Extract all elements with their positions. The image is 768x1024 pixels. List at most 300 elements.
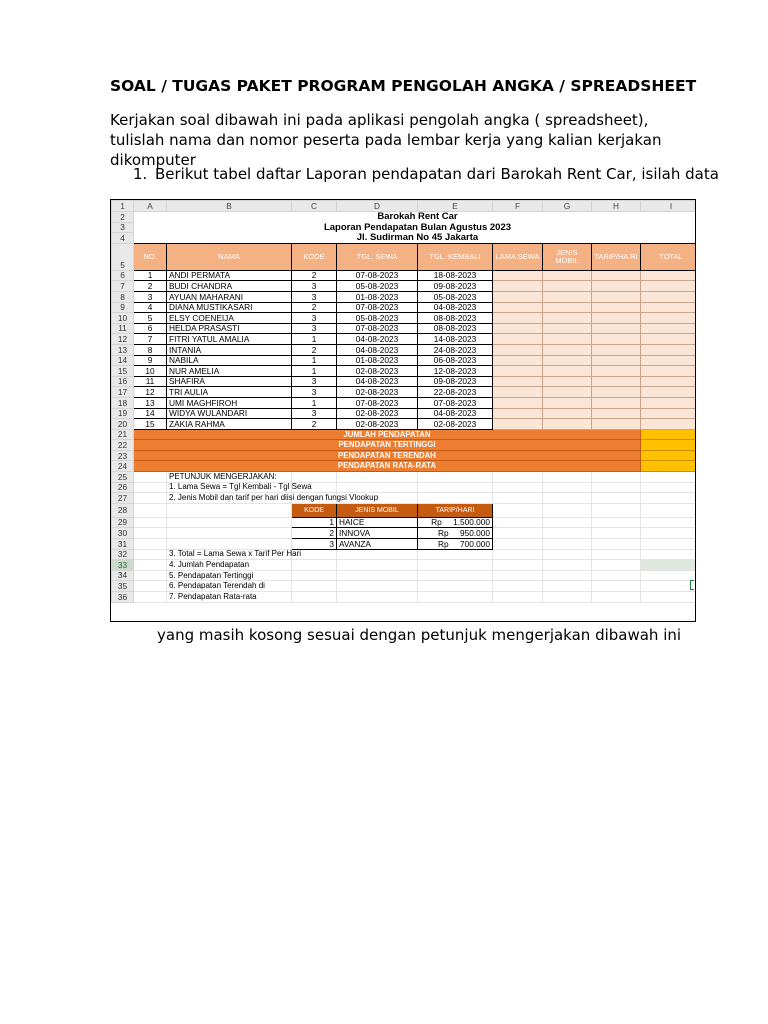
lookup-kode: 3 <box>292 539 337 550</box>
cell-no: 11 <box>134 376 167 387</box>
header-no: NO. <box>134 243 167 270</box>
cell-tgl-sewa: 07-08-2023 <box>337 302 418 313</box>
lookup-tarif <box>418 539 493 550</box>
blank-cell <box>134 581 167 592</box>
blank-cell <box>543 581 592 592</box>
blank-cell <box>418 493 493 504</box>
blank-cell <box>641 482 697 493</box>
header-lama-sewa: LAMA SEWA <box>493 243 543 270</box>
blank-cell <box>134 482 167 493</box>
sheet-row <box>112 212 697 223</box>
blank-cell <box>134 570 167 581</box>
lookup-kode: 1 <box>292 517 337 528</box>
row-number: 12 <box>112 334 134 345</box>
cell-tarif <box>592 419 641 430</box>
blank-cell <box>134 592 167 603</box>
row-number: 19 <box>112 408 134 419</box>
cell-jenis-mobil <box>543 376 592 387</box>
cell-no: 15 <box>134 419 167 430</box>
selected-cell-marker <box>690 580 694 590</box>
blank-cell <box>292 472 337 483</box>
row-number: 34 <box>112 570 134 581</box>
cell-tgl-sewa: 02-08-2023 <box>337 419 418 430</box>
table-row <box>112 302 697 313</box>
row-number: 17 <box>112 387 134 398</box>
summary-label: PENDAPATAN RATA-RATA <box>134 461 641 472</box>
cell-nama: ZAKIA RAHMA <box>167 419 292 430</box>
instruction-text: 4. Jumlah Pendapatan <box>167 560 292 571</box>
cell-kode: 2 <box>292 270 337 281</box>
table-header-row <box>112 243 697 270</box>
cell-no: 14 <box>134 408 167 419</box>
blank-cell <box>493 592 543 603</box>
blank-cell <box>134 472 167 483</box>
cell-tgl-sewa: 04-08-2023 <box>337 334 418 345</box>
blank-cell <box>543 503 592 517</box>
blank-cell <box>418 592 493 603</box>
table-row <box>112 313 697 324</box>
question-item <box>133 165 719 183</box>
lookup-tarif-value: 950.000 <box>460 528 490 539</box>
table-row <box>112 291 697 302</box>
cell-kode: 1 <box>292 355 337 366</box>
row-number: 10 <box>112 313 134 324</box>
cell-total <box>641 397 697 408</box>
row-number: 31 <box>112 539 134 550</box>
lookup-header-row <box>112 503 697 517</box>
row-number: 9 <box>112 302 134 313</box>
cell-total <box>641 323 697 334</box>
cell-no: 1 <box>134 270 167 281</box>
row-number: 14 <box>112 355 134 366</box>
cell-jenis-mobil <box>543 302 592 313</box>
column-letter: E <box>418 201 493 212</box>
blank-cell <box>292 560 337 571</box>
header-tarif: TARIP/HA RI <box>592 243 641 270</box>
header-kode: KODE <box>292 243 337 270</box>
cell-tgl-kembali: 14-08-2023 <box>418 334 493 345</box>
instruction-text: 3. Total = Lama Sewa x Tarif Per Hari <box>167 549 292 560</box>
row-number: 15 <box>112 366 134 377</box>
blank-cell <box>337 592 418 603</box>
cell-total <box>641 376 697 387</box>
header-tgl-sewa: TGL. SEWA <box>337 243 418 270</box>
cell-no: 9 <box>134 355 167 366</box>
cell-tarif <box>592 270 641 281</box>
table-row <box>112 366 697 377</box>
cell-no: 6 <box>134 323 167 334</box>
lookup-tarif <box>418 517 493 528</box>
row-number: 3 <box>112 222 134 233</box>
row-number: 6 <box>112 270 134 281</box>
cell-tgl-kembali: 05-08-2023 <box>418 291 493 302</box>
blank-cell <box>592 549 641 560</box>
cell-tarif <box>592 344 641 355</box>
cell-tgl-kembali: 08-08-2023 <box>418 313 493 324</box>
cell-tgl-sewa: 07-08-2023 <box>337 397 418 408</box>
cell-nama: BUDI CHANDRA <box>167 281 292 292</box>
cell-tgl-kembali: 02-08-2023 <box>418 419 493 430</box>
cell-jenis-mobil <box>543 355 592 366</box>
blank-cell <box>292 592 337 603</box>
cell-nama: TRI AULIA <box>167 387 292 398</box>
blank-cell <box>543 560 592 571</box>
cell-tgl-kembali: 12-08-2023 <box>418 366 493 377</box>
row-number: 13 <box>112 344 134 355</box>
cell-lama-sewa <box>493 270 543 281</box>
row-number: 4 <box>112 233 134 244</box>
cell-nama: INTANIA <box>167 344 292 355</box>
cell-tarif <box>592 376 641 387</box>
sheet-row <box>112 222 697 233</box>
cell-kode: 1 <box>292 366 337 377</box>
cell-tgl-kembali: 24-08-2023 <box>418 344 493 355</box>
table-row <box>112 387 697 398</box>
cell-lama-sewa <box>493 323 543 334</box>
cell-total <box>641 302 697 313</box>
cell-jenis-mobil <box>543 387 592 398</box>
table-row <box>112 419 697 430</box>
row-number: 21 <box>112 429 134 440</box>
cell-nama: AYUAN MAHARANI <box>167 291 292 302</box>
lookup-header-kode: KODE <box>292 503 337 517</box>
question-text: Berikut tabel daftar Laporan pendapatan dari Barokah Rent Car, isilah data <box>155 165 719 183</box>
cell-no: 8 <box>134 344 167 355</box>
cell-total <box>641 334 697 345</box>
table-row <box>112 323 697 334</box>
row-number: 2 <box>112 212 134 223</box>
cell-kode: 1 <box>292 334 337 345</box>
cell-tarif <box>592 355 641 366</box>
blank-cell <box>543 528 592 539</box>
cell-no: 2 <box>134 281 167 292</box>
cell-jenis-mobil <box>543 397 592 408</box>
blank-cell <box>493 581 543 592</box>
instruction-text: 2. Jenis Mobil dan tarif per hari diisi dengan fungsi Vlookup <box>167 493 292 504</box>
table-row <box>112 334 697 345</box>
blank-cell <box>493 503 543 517</box>
summary-row <box>112 461 697 472</box>
cell-total <box>641 291 697 302</box>
cell-kode: 3 <box>292 323 337 334</box>
blank-cell <box>543 592 592 603</box>
cell-lama-sewa <box>493 313 543 324</box>
cell-tgl-kembali: 06-08-2023 <box>418 355 493 366</box>
lookup-tarif-value: 1.500.000 <box>453 517 490 528</box>
row-number: 11 <box>112 323 134 334</box>
blank-cell <box>641 539 697 550</box>
summary-value-cell <box>641 450 697 461</box>
lookup-row <box>112 517 697 528</box>
blank-cell <box>337 570 418 581</box>
cell-jenis-mobil <box>543 313 592 324</box>
blank-cell <box>592 592 641 603</box>
row-number: 1 <box>112 201 134 212</box>
cell-jenis-mobil <box>543 408 592 419</box>
cell-kode: 1 <box>292 397 337 408</box>
cell-nama: DIANA MUSTIKASARI <box>167 302 292 313</box>
blank-cell <box>337 472 418 483</box>
currency-label: Rp <box>431 517 442 528</box>
cell-lama-sewa <box>493 387 543 398</box>
cell-kode: 2 <box>292 302 337 313</box>
cell-jenis-mobil <box>543 291 592 302</box>
cell-lama-sewa <box>493 281 543 292</box>
cell-tgl-sewa: 07-08-2023 <box>337 270 418 281</box>
column-letter: A <box>134 201 167 212</box>
cell-lama-sewa <box>493 408 543 419</box>
blank-cell <box>292 570 337 581</box>
instruction-row <box>112 482 697 493</box>
table-row <box>112 270 697 281</box>
blank-cell <box>134 517 167 528</box>
company-name: Barokah Rent Car <box>134 212 697 223</box>
row-number: 18 <box>112 397 134 408</box>
summary-row <box>112 429 697 440</box>
blank-cell <box>543 549 592 560</box>
instruction-row <box>112 570 697 581</box>
row-number: 29 <box>112 517 134 528</box>
instruction-row <box>112 560 697 571</box>
row-number: 23 <box>112 450 134 461</box>
cell-tgl-kembali: 07-08-2023 <box>418 397 493 408</box>
blank-cell <box>418 560 493 571</box>
cell-kode: 3 <box>292 291 337 302</box>
blank-cell <box>418 549 493 560</box>
blank-cell <box>493 528 543 539</box>
intro-paragraph: Kerjakan soal dibawah ini pada aplikasi pengolah angka ( spreadsheet), tulislah nama dan nomor peserta pada lembar kerja yang kalian kerjakan dikomputer <box>110 111 662 169</box>
blank-cell <box>493 493 543 504</box>
cell-total <box>641 344 697 355</box>
blank-cell <box>134 549 167 560</box>
cell-tgl-sewa: 01-08-2023 <box>337 291 418 302</box>
blank-cell <box>641 570 697 581</box>
cell-jenis-mobil <box>543 323 592 334</box>
cell-tgl-kembali: 09-08-2023 <box>418 281 493 292</box>
cell-tarif <box>592 281 641 292</box>
spreadsheet-grid <box>111 200 696 603</box>
blank-cell <box>592 539 641 550</box>
blank-cell <box>641 528 697 539</box>
cell-tgl-sewa: 04-08-2023 <box>337 344 418 355</box>
row-number: 5 <box>112 243 134 270</box>
cell-nama: ANDI PERMATA <box>167 270 292 281</box>
lookup-jenis: HAICE <box>337 517 418 528</box>
blank-cell <box>641 581 697 592</box>
cell-no: 13 <box>134 397 167 408</box>
column-letter: I <box>641 201 697 212</box>
row-number: 24 <box>112 461 134 472</box>
summary-value-cell <box>641 461 697 472</box>
cell-jenis-mobil <box>543 344 592 355</box>
row-number: 30 <box>112 528 134 539</box>
blank-cell <box>493 560 543 571</box>
cell-jenis-mobil <box>543 270 592 281</box>
cell-lama-sewa <box>493 376 543 387</box>
cell-kode: 3 <box>292 376 337 387</box>
cell-kode: 3 <box>292 408 337 419</box>
blank-cell <box>134 528 167 539</box>
cell-kode: 3 <box>292 387 337 398</box>
cell-tgl-sewa: 02-08-2023 <box>337 387 418 398</box>
cell-total <box>641 366 697 377</box>
instruction-text: 7. Pendapatan Rata-rata <box>167 592 292 603</box>
cell-nama: SHAFIRA <box>167 376 292 387</box>
lookup-row <box>112 539 697 550</box>
cell-tarif <box>592 387 641 398</box>
blank-cell <box>543 539 592 550</box>
instruction-row <box>112 549 697 560</box>
blank-cell <box>641 592 697 603</box>
blank-cell <box>292 581 337 592</box>
blank-cell <box>493 482 543 493</box>
cell-total <box>641 281 697 292</box>
header-tgl-kembali: TGL. KEMBALI <box>418 243 493 270</box>
blank-cell <box>641 493 697 504</box>
row-number: 20 <box>112 419 134 430</box>
blank-cell <box>167 503 292 517</box>
column-letter: C <box>292 201 337 212</box>
cell-tgl-sewa: 02-08-2023 <box>337 408 418 419</box>
cell-tarif <box>592 323 641 334</box>
cell-nama: FITRI YATUL AMALIA <box>167 334 292 345</box>
table-row <box>112 376 697 387</box>
cell-tgl-kembali: 22-08-2023 <box>418 387 493 398</box>
blank-cell <box>592 560 641 571</box>
blank-cell <box>592 581 641 592</box>
company-address: Jl. Sudirman No 45 Jakarta <box>134 233 697 244</box>
cell-total <box>641 313 697 324</box>
cell-tgl-sewa: 07-08-2023 <box>337 323 418 334</box>
header-nama: NAMA <box>167 243 292 270</box>
cell-lama-sewa <box>493 344 543 355</box>
cell-tgl-kembali: 18-08-2023 <box>418 270 493 281</box>
cell-tgl-sewa: 02-08-2023 <box>337 366 418 377</box>
header-jenis-mobil: JENIS MOBIL <box>543 243 592 270</box>
lookup-header-jenis: JENIS MOBIL <box>337 503 418 517</box>
blank-cell <box>493 539 543 550</box>
summary-label: JUMLAH PENDAPATAN <box>134 429 641 440</box>
blank-cell <box>641 503 697 517</box>
sheet-row <box>112 233 697 244</box>
row-number: 36 <box>112 592 134 603</box>
currency-label: Rp <box>438 528 449 539</box>
row-number: 25 <box>112 472 134 483</box>
lookup-row <box>112 528 697 539</box>
cell-tgl-kembali: 09-08-2023 <box>418 376 493 387</box>
header-total: TOTAL <box>641 243 697 270</box>
cell-tgl-sewa: 04-08-2023 <box>337 376 418 387</box>
blank-cell <box>641 560 697 571</box>
cell-kode: 2 <box>292 419 337 430</box>
lookup-header-tarif: TARIP/HARI <box>418 503 493 517</box>
row-number: 28 <box>112 503 134 517</box>
cell-no: 5 <box>134 313 167 324</box>
blank-cell <box>592 517 641 528</box>
table-row <box>112 408 697 419</box>
cell-nama: WIDYA WULANDARI <box>167 408 292 419</box>
question-number: 1. <box>133 165 148 183</box>
currency-label: Rp <box>438 538 449 549</box>
cell-tgl-sewa: 05-08-2023 <box>337 313 418 324</box>
row-number: 33 <box>112 560 134 571</box>
cell-total <box>641 419 697 430</box>
lookup-jenis: AVANZA <box>337 539 418 550</box>
summary-row <box>112 450 697 461</box>
cell-nama: ELSY COENEIJA <box>167 313 292 324</box>
blank-cell <box>493 517 543 528</box>
instruction-text: PETUNJUK MENGERJAKAN: <box>167 472 292 483</box>
document-title: SOAL / TUGAS PAKET PROGRAM PENGOLAH ANGKA / SPREADSHEET <box>110 77 697 95</box>
cell-no: 4 <box>134 302 167 313</box>
cell-jenis-mobil <box>543 281 592 292</box>
column-letter: H <box>592 201 641 212</box>
table-row <box>112 344 697 355</box>
cell-total <box>641 270 697 281</box>
summary-value-cell <box>641 429 697 440</box>
blank-cell <box>337 482 418 493</box>
cell-tarif <box>592 302 641 313</box>
blank-cell <box>592 570 641 581</box>
cell-no: 3 <box>134 291 167 302</box>
cell-no: 12 <box>134 387 167 398</box>
blank-cell <box>641 549 697 560</box>
column-letter: B <box>167 201 292 212</box>
question-text-continued: yang masih kosong sesuai dengan petunjuk mengerjakan dibawah ini <box>157 626 682 644</box>
blank-cell <box>493 570 543 581</box>
blank-cell <box>592 503 641 517</box>
row-number: 27 <box>112 493 134 504</box>
cell-lama-sewa <box>493 419 543 430</box>
cell-no: 10 <box>134 366 167 377</box>
blank-cell <box>592 528 641 539</box>
blank-cell <box>592 493 641 504</box>
column-header-row <box>112 201 697 212</box>
blank-cell <box>493 549 543 560</box>
row-number: 22 <box>112 440 134 451</box>
blank-cell <box>337 549 418 560</box>
cell-jenis-mobil <box>543 366 592 377</box>
spreadsheet-screenshot <box>110 199 696 622</box>
cell-tgl-sewa: 05-08-2023 <box>337 281 418 292</box>
instruction-row <box>112 581 697 592</box>
cell-tarif <box>592 397 641 408</box>
blank-cell <box>641 472 697 483</box>
cell-tgl-kembali: 04-08-2023 <box>418 408 493 419</box>
row-number: 35 <box>112 581 134 592</box>
cell-total <box>641 387 697 398</box>
column-letter: G <box>543 201 592 212</box>
blank-cell <box>641 517 697 528</box>
cell-tarif <box>592 313 641 324</box>
blank-cell <box>167 539 292 550</box>
lookup-tarif-value: 700.000 <box>460 538 490 549</box>
row-number: 32 <box>112 549 134 560</box>
cell-jenis-mobil <box>543 419 592 430</box>
cell-lama-sewa <box>493 355 543 366</box>
lookup-kode: 2 <box>292 528 337 539</box>
table-row <box>112 397 697 408</box>
summary-value-cell <box>641 440 697 451</box>
cell-nama: NUR AMELIA <box>167 366 292 377</box>
cell-nama: UMI MAGHFIROH <box>167 397 292 408</box>
instruction-row <box>112 493 697 504</box>
column-letter: F <box>493 201 543 212</box>
blank-cell <box>592 472 641 483</box>
row-number: 26 <box>112 482 134 493</box>
cell-lama-sewa <box>493 397 543 408</box>
blank-cell <box>167 517 292 528</box>
